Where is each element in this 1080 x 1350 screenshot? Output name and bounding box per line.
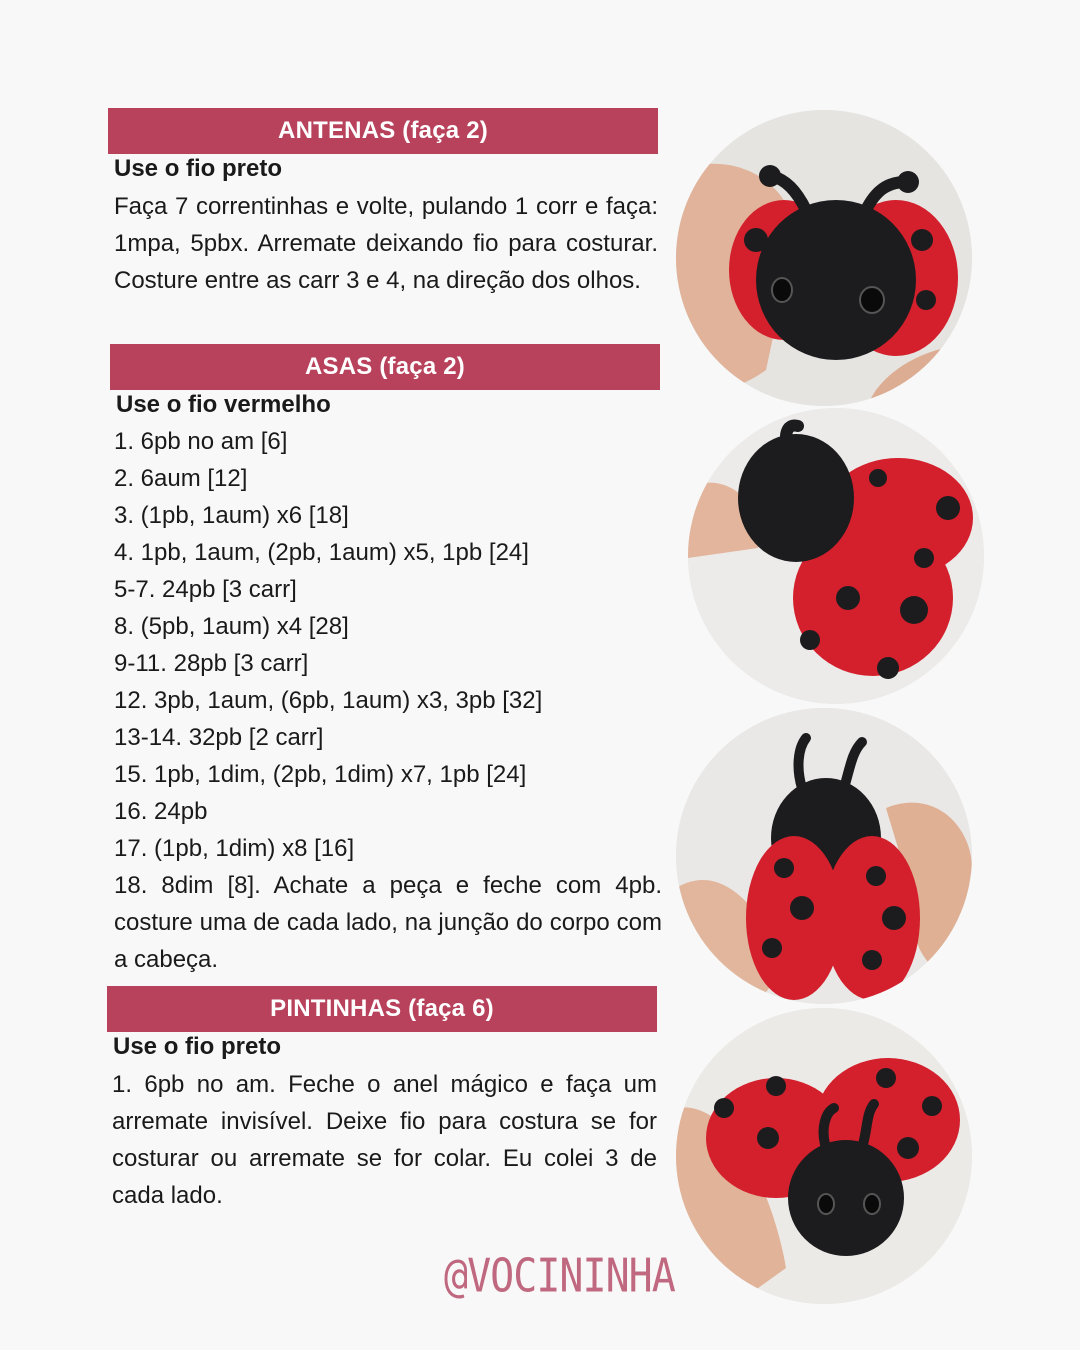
asas-yarn-label: Use o fio vermelho bbox=[116, 391, 331, 418]
asas-step: 4. 1pb, 1aum, (2pb, 1aum) x5, 1pb [24] bbox=[114, 539, 529, 566]
ladybug-wings-photo bbox=[688, 408, 984, 704]
asas-step: 15. 1pb, 1dim, (2pb, 1dim) x7, 1pb [24] bbox=[114, 761, 527, 788]
antenas-yarn-label: Use o fio preto bbox=[114, 155, 283, 182]
asas-step: 3. (1pb, 1aum) x6 [18] bbox=[114, 502, 349, 529]
pintinhas-yarn-label: Use o fio preto bbox=[113, 1033, 282, 1060]
asas-step: 13-14. 32pb [2 carr] bbox=[114, 724, 324, 751]
author-signature: @VOCININHA bbox=[444, 1250, 675, 1303]
ladybug-assembled-photo bbox=[676, 708, 972, 1004]
asas-step: 5-7. 24pb [3 carr] bbox=[114, 576, 297, 603]
section-header-asas: ASAS (faça 2) bbox=[110, 344, 660, 390]
asas-step: 18. 8dim [8]. Achate a peça e feche com 4pb. costure uma de cada lado, na junção do corpo com a cabeça. bbox=[114, 872, 662, 973]
asas-step: 9-11. 28pb [3 carr] bbox=[114, 650, 309, 677]
antenas-instructions: Faça 7 correntinhas e volte, pulando 1 corr e faça: 1mpa, 5pbx. Arremate deixando fio para costurar. Costure entre as carr 3 e 4, na direção dos olhos. bbox=[114, 193, 658, 294]
ladybug-finished-photo bbox=[676, 1008, 972, 1304]
asas-step: 2. 6aum [12] bbox=[114, 465, 248, 492]
asas-step: 1. 6pb no am [6] bbox=[114, 428, 288, 455]
pintinhas-instructions: 1. 6pb no am. Feche o anel mágico e faça um arremate invisível. Deixe fio para costura se for costurar ou arremate se for colar. Eu colei 3 de cada lado. bbox=[112, 1071, 657, 1209]
section-header-antenas: ANTENAS (faça 2) bbox=[108, 108, 658, 154]
asas-steps-list bbox=[114, 423, 662, 978]
asas-step: 17. (1pb, 1dim) x8 [16] bbox=[114, 835, 355, 862]
asas-step: 12. 3pb, 1aum, (6pb, 1aum) x3, 3pb [32] bbox=[114, 687, 543, 714]
ladybug-head-photo bbox=[676, 110, 972, 406]
section-header-pintinhas: PINTINHAS (faça 6) bbox=[107, 986, 657, 1032]
asas-step: 16. 24pb bbox=[114, 798, 208, 825]
asas-step: 8. (5pb, 1aum) x4 [28] bbox=[114, 613, 349, 640]
